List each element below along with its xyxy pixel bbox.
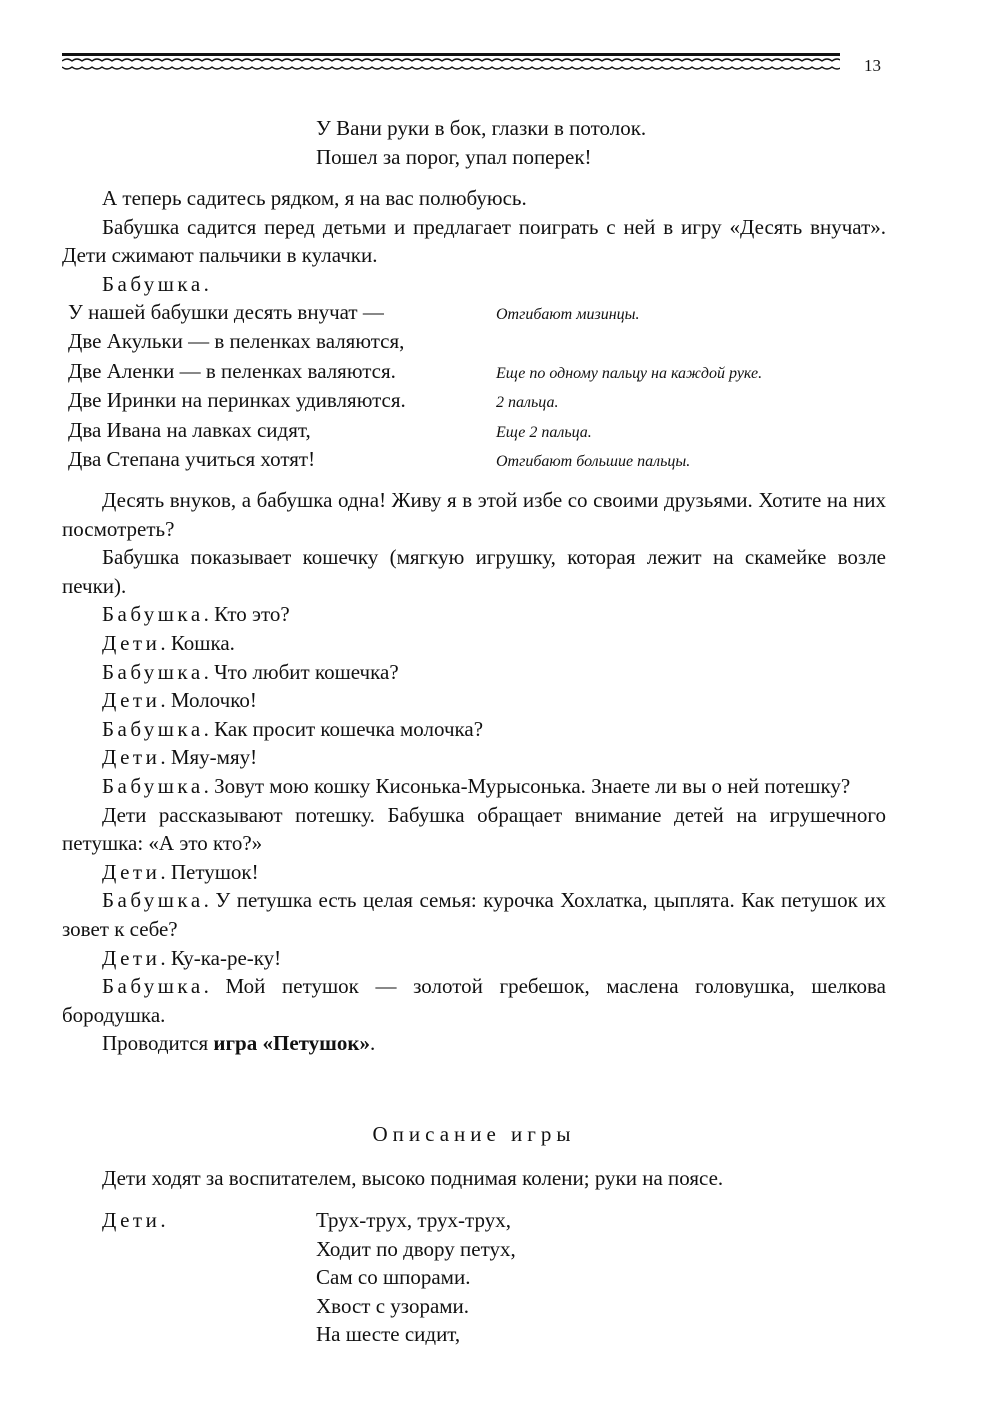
text-run: Проводится [102,1031,214,1056]
section-heading: Описание игры [372,1122,576,1146]
text-run: . [370,1031,376,1056]
page-number: 13 [864,56,881,75]
speaker-name: Бабушка [102,659,204,684]
paragraph: Десять внуков, а бабушка одна! Живу я в этой избе со своими друзьями. Хотите на них посмотреть? [62,488,886,541]
dialogue-line [62,972,886,1029]
song-block [62,1206,886,1349]
rhyme-line: Две Иринки на перинках удивляются. [68,388,406,413]
rhyme-row [62,418,886,447]
song-line: Сам со шпорами. [316,1265,471,1290]
stage-direction: Еще 2 пальца. [496,423,592,441]
song-line: На шесте сидит, [316,1322,461,1347]
speaker-name: Дети. [102,1208,170,1232]
stage-direction: Отгибают мизинцы. [496,306,640,323]
rhyme-line: У нашей бабушки десять внучат — [68,300,384,324]
speech: . Кто это? [203,602,290,627]
speech: . Петушок! [160,859,259,884]
rhyme-row [62,329,886,358]
speaker-name: Дети [102,630,161,655]
speaker-name: Бабушка [102,602,204,627]
game-name: игра «Петушок» [213,1031,371,1056]
main-text [62,486,886,1058]
paragraph: А теперь садитесь рядком, я на вас полюбуюсь. [102,186,527,210]
paragraph: Бабушка показывает кошечку (мягкую игрушку, которая лежит на скамейке возле печки). [62,545,886,598]
dialogue-line [62,858,886,887]
song-lines [316,1206,516,1349]
speech: . Кошка. [160,630,235,655]
dialogue-line [62,715,886,744]
dialogue-line [62,944,886,973]
verse-line: Пошел за порог, упал поперек! [316,144,592,169]
speaker-name: Дети [102,745,161,770]
dialogue-line [62,743,886,772]
rhyme-row [62,388,886,417]
rhyme-row [62,359,886,388]
speaker-name: Бабушка [102,888,204,913]
stage-direction: Еще по одному пальцу на каждой руке. [496,364,763,382]
stage-direction: 2 пальца. [496,394,559,412]
opening-verse [62,114,886,171]
speaker-name: Дети [102,688,161,713]
speech: . Ку-ка-ре-ку! [160,945,282,970]
stage-direction: Отгибают большие пальцы. [496,452,691,470]
game-description [62,1122,886,1147]
verse-line: У Вани руки в бок, глазки в потолок. [316,116,647,140]
rhyme-row [62,447,886,476]
speaker-name: Дети [102,945,161,970]
speaker-name: Дети [102,859,161,884]
speaker-name: Бабушка [102,974,204,999]
speech: . Молочко! [160,688,257,713]
song-line: Трух-трух, трух-трух, [316,1208,511,1232]
paragraph [62,1029,886,1058]
speech: . У петушка есть целая семья: курочка Хохлатка, цыплята. Как петушок их зовет к себе? [62,888,886,941]
rhyme-line: Две Аленки — в пеленках валяются. [68,358,396,383]
speech: . Мой петушок — золотой гребешок, маслена головушка, шелкова бородушка. [62,974,886,1027]
song-line: Хвост с узорами. [316,1293,470,1318]
rhyme-row [62,300,886,329]
song-line: Ходит по двору петух, [316,1236,516,1261]
rhyme-line: Два Ивана на лавках сидят, [68,417,311,442]
paragraph: Дети рассказывают потешку. Бабушка обращает внимание детей на игрушечного петушка: «А это кто?» [62,802,886,856]
dialogue-line [62,686,886,715]
paragraph: Дети ходят за воспитателем, высоко поднимая колени; руки на поясе. [102,1166,724,1190]
speech: . Как просит кошечка молочка? [203,716,484,741]
finger-rhyme [62,300,886,476]
speech: . Мяу-мяу! [160,745,258,770]
rhyme-line: Две Акульки — в пеленках валяются, [68,329,405,354]
dialogue-line [62,629,886,658]
dialogue-line [62,600,886,629]
dialogue-line [62,886,886,943]
rhyme-line: Два Степана учиться хотят! [68,446,316,471]
dialogue-line [62,772,886,801]
game-instructions [62,1164,886,1193]
intro-section [62,184,886,298]
speaker-label: Бабушка. [102,271,213,296]
dialogue-line [62,658,886,687]
speaker-name: Бабушка [102,773,204,798]
speech: . Что любит кошечка? [203,659,399,684]
speech: . Зовут мою кошку Кисонька-Мурысонька. Знаете ли вы о ней потешку? [203,773,851,798]
paragraph: Бабушка садится перед детьми и предлагает поиграть с ней в игру «Десять внучат». Дети сжимают пальчики в кулачки. [62,214,886,268]
header-ornament [62,52,840,74]
speaker-name: Бабушка [102,716,204,741]
